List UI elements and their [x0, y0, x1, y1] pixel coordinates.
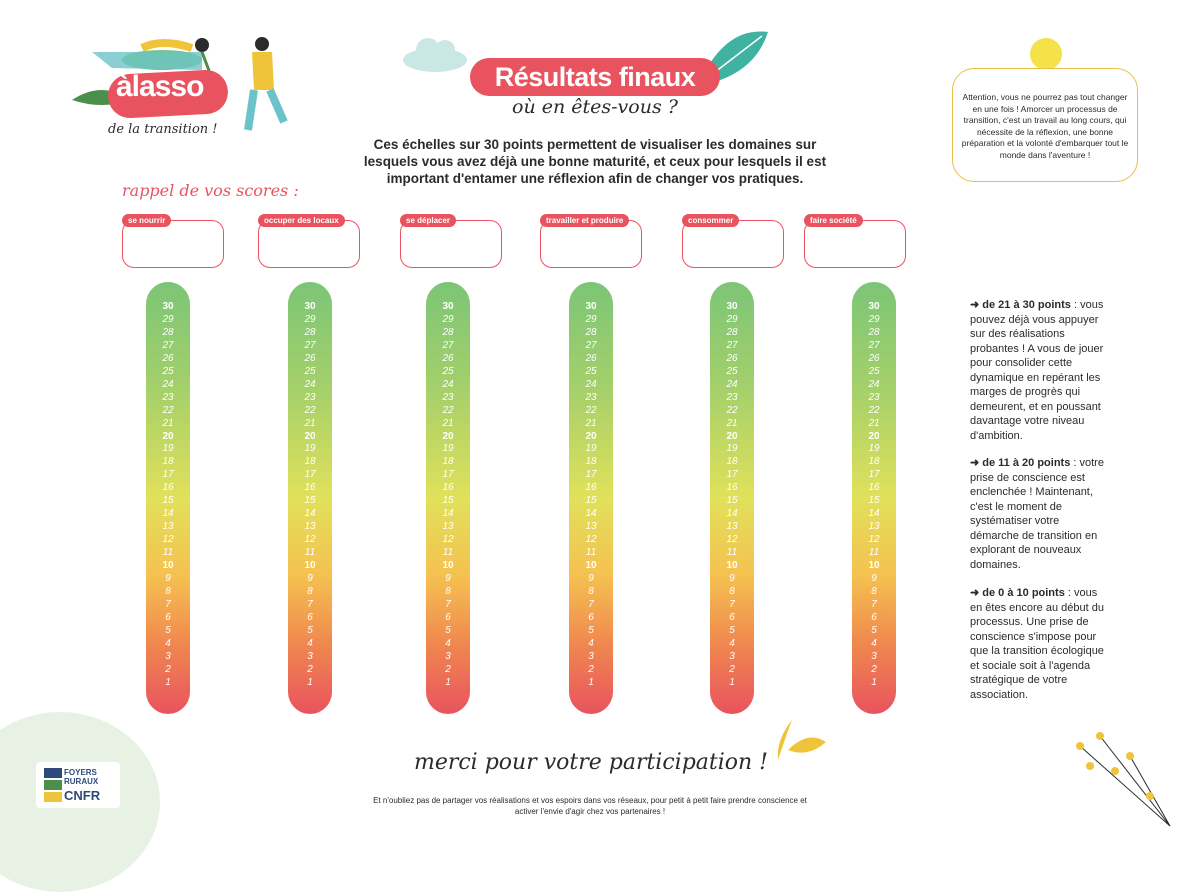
scale-number: 10	[304, 560, 316, 571]
scale-number: 23	[304, 391, 316, 403]
scale-number: 26	[304, 352, 316, 364]
scale-number: 9	[307, 572, 313, 584]
scale-number: 8	[729, 585, 735, 597]
scale-number: 11	[442, 547, 454, 559]
scale-number: 22	[868, 404, 880, 416]
scale-number: 24	[162, 378, 174, 390]
scale-number: 7	[165, 598, 171, 610]
scale-number: 30	[585, 301, 597, 312]
scale-number: 15	[868, 495, 880, 507]
logo-tagline: de la transition !	[108, 122, 218, 137]
scale-number: 7	[445, 598, 451, 610]
scale-number: 21	[585, 417, 597, 429]
scale-number: 11	[304, 547, 316, 559]
scale-number: 17	[726, 469, 738, 481]
page-subtitle: où en êtes-vous ?	[512, 96, 678, 118]
category-label: faire société	[804, 214, 863, 227]
scale-number: 5	[588, 624, 594, 636]
scale-number: 13	[162, 521, 174, 533]
scale-number: 24	[868, 378, 880, 390]
intro-text: Ces échelles sur 30 points permettent de visualiser les domaines sur lesquels vous avez déjà une bonne maturité, et ceux pour lesquels il est important d'entamer une réflexion afin de changer vos pratiques.	[363, 137, 827, 186]
scale-number: 16	[162, 482, 174, 494]
scale-number: 4	[729, 637, 735, 649]
scale-number: 2	[729, 663, 735, 675]
cloud-icon	[400, 30, 470, 74]
scale-number: 14	[585, 508, 597, 520]
scale-number: 4	[445, 637, 451, 649]
scale-number: 8	[588, 585, 594, 597]
scale-number: 9	[165, 572, 171, 584]
scale-number: 16	[442, 482, 454, 494]
score-box[interactable]	[804, 220, 906, 268]
score-scale	[852, 282, 896, 714]
scores-reminder: rappel de vos scores :	[122, 181, 299, 200]
scale-number: 14	[442, 508, 454, 520]
scale-number: 23	[442, 391, 454, 403]
scale-number: 12	[304, 534, 316, 546]
scale-number: 3	[165, 650, 171, 662]
score-box[interactable]	[258, 220, 360, 268]
category-label: se nourrir	[122, 214, 171, 227]
category-label: se déplacer	[400, 214, 456, 227]
scale-number: 3	[729, 650, 735, 662]
scale-number: 11	[868, 547, 880, 559]
score-box[interactable]	[400, 220, 502, 268]
scale-number: 12	[868, 534, 880, 546]
scale-number: 27	[726, 339, 738, 351]
score-box[interactable]	[682, 220, 784, 268]
scale-number: 2	[445, 663, 451, 675]
scale-number: 21	[442, 417, 454, 429]
category-label: occuper des locaux	[258, 214, 345, 227]
scale-number: 12	[442, 534, 454, 546]
scale-number: 22	[585, 404, 597, 416]
scale-number: 23	[726, 391, 738, 403]
scale-number: 12	[585, 534, 597, 546]
scale-number: 12	[162, 534, 174, 546]
score-box[interactable]	[122, 220, 224, 268]
scale-number: 1	[445, 676, 451, 688]
attention-text: Attention, vous ne pourrez pas tout changer en une fois ! Amorcer un processus de transition, c'est un travail au long cours, qui nécessite de la réflexion, une bonne préparation et la volonté d'embarquer tout le monde dans l'aventure !	[961, 92, 1129, 160]
scale-number: 8	[307, 585, 313, 597]
page-title: Résultats finaux	[494, 62, 696, 92]
scale-number: 30	[868, 301, 880, 312]
legend-mid-text: : votre prise de conscience est enclenchée ! Maintenant, c'est le moment de systématiser votre démarche de transition en explorant de nouveaux domaines.	[970, 457, 1104, 571]
scale-number: 19	[304, 443, 316, 455]
scale-number: 6	[588, 611, 594, 623]
footer-note: Et n'oubliez pas de partager vos réalisations et vos espoirs dans vos réseaux, pour petit à petit faire prendre conscience et activer l'envie d'agir chez vos partenaires !	[373, 796, 807, 816]
scale-number: 1	[307, 676, 313, 688]
scale-number: 27	[162, 339, 174, 351]
scale-number: 1	[871, 676, 877, 688]
scale-number: 28	[585, 326, 597, 338]
legend-mid-range: ➜ de 11 à 20 points	[970, 457, 1071, 469]
scale-number: 20	[162, 430, 174, 442]
scale-number: 7	[307, 598, 313, 610]
scale-number: 15	[442, 495, 454, 507]
scale-number: 23	[868, 391, 880, 403]
scale-number: 18	[726, 456, 738, 468]
scale-number: 7	[729, 598, 735, 610]
scale-number: 22	[442, 404, 454, 416]
scale-number: 16	[868, 482, 880, 494]
scale-number: 6	[871, 611, 877, 623]
scale-number: 26	[868, 352, 880, 364]
partner-logo-icon	[44, 768, 62, 804]
scale-number: 29	[868, 313, 880, 325]
scale-number: 28	[304, 326, 316, 338]
scale-number: 23	[585, 391, 597, 403]
category-label: travailler et produire	[540, 214, 629, 227]
scale-number: 5	[445, 624, 451, 636]
scale-number: 25	[162, 365, 174, 377]
scale-number: 27	[585, 339, 597, 351]
logo: àlasso	[116, 70, 204, 103]
scale-number: 5	[165, 624, 171, 636]
scale-number: 4	[307, 637, 313, 649]
category-label: consommer	[682, 214, 739, 227]
scale-number: 13	[585, 521, 597, 533]
scale-number: 8	[445, 585, 451, 597]
legend-high-range: ➜ de 21 à 30 points	[970, 299, 1071, 311]
scale-number: 14	[304, 508, 316, 520]
scale-number: 27	[442, 339, 454, 351]
scale-number: 29	[442, 313, 454, 325]
scale-number: 7	[588, 598, 594, 610]
scale-number: 26	[162, 352, 174, 364]
scale-number: 27	[868, 339, 880, 351]
legend-mid	[970, 456, 1110, 572]
scale-number: 2	[307, 663, 313, 675]
scale-number: 20	[442, 430, 454, 442]
scale-number: 23	[162, 391, 174, 403]
scale-number: 29	[162, 313, 174, 325]
scale-number: 16	[585, 482, 597, 494]
score-scale	[710, 282, 754, 714]
scale-number: 20	[585, 430, 597, 442]
scale-number: 25	[868, 365, 880, 377]
scale-number: 10	[442, 560, 454, 571]
scale-number: 16	[304, 482, 316, 494]
scale-number: 15	[162, 495, 174, 507]
scale-number: 12	[726, 534, 738, 546]
legend-low-text: : vous en êtes encore au début du processus. Une prise de conscience s'impose pour que la transition écologique et sociale soit à l'agenda stratégique de votre association.	[970, 587, 1104, 701]
scale-number: 25	[585, 365, 597, 377]
legend-low-range: ➜ de 0 à 10 points	[970, 587, 1065, 599]
scale-number: 18	[868, 456, 880, 468]
scale-number: 5	[307, 624, 313, 636]
scale-number: 28	[868, 326, 880, 338]
scale-number: 29	[726, 313, 738, 325]
scale-number: 30	[726, 301, 738, 312]
score-scale	[146, 282, 190, 714]
scale-number: 8	[871, 585, 877, 597]
scale-number: 14	[868, 508, 880, 520]
scale-number: 20	[304, 430, 316, 442]
scale-number: 9	[445, 572, 451, 584]
score-scale	[569, 282, 613, 714]
scale-number: 30	[162, 301, 174, 312]
scale-number: 30	[442, 301, 454, 312]
scale-number: 11	[162, 547, 174, 559]
scale-number: 24	[442, 378, 454, 390]
score-scale	[426, 282, 470, 714]
scale-number: 29	[585, 313, 597, 325]
scale-number: 15	[304, 495, 316, 507]
scale-number: 4	[165, 637, 171, 649]
scale-number: 19	[162, 443, 174, 455]
scale-number: 27	[304, 339, 316, 351]
scale-number: 11	[726, 547, 738, 559]
scale-number: 5	[871, 624, 877, 636]
scale-number: 10	[868, 560, 880, 571]
scale-number: 28	[162, 326, 174, 338]
scale-number: 24	[585, 378, 597, 390]
partner-cnfr: CNFR	[64, 788, 101, 803]
scale-number: 18	[585, 456, 597, 468]
scale-number: 16	[726, 482, 738, 494]
scale-number: 25	[304, 365, 316, 377]
scale-number: 22	[726, 404, 738, 416]
scale-number: 9	[871, 572, 877, 584]
scale-number: 19	[442, 443, 454, 455]
partner-name: FOYERS RURAUX	[64, 768, 99, 786]
scale-number: 3	[588, 650, 594, 662]
scale-number: 9	[729, 572, 735, 584]
scale-number: 17	[442, 469, 454, 481]
scale-number: 26	[726, 352, 738, 364]
scale-number: 21	[162, 417, 174, 429]
scale-number: 4	[588, 637, 594, 649]
scale-number: 10	[162, 560, 174, 571]
scale-number: 22	[304, 404, 316, 416]
scale-number: 17	[585, 469, 597, 481]
scale-number: 2	[871, 663, 877, 675]
scale-number: 6	[165, 611, 171, 623]
scale-number: 18	[442, 456, 454, 468]
scale-number: 14	[726, 508, 738, 520]
scale-number: 29	[304, 313, 316, 325]
scale-number: 17	[868, 469, 880, 481]
scale-number: 28	[726, 326, 738, 338]
thank-you-text: merci pour votre participation !	[413, 750, 769, 775]
scale-number: 28	[442, 326, 454, 338]
scale-number: 15	[585, 495, 597, 507]
scale-number: 6	[445, 611, 451, 623]
scale-number: 25	[726, 365, 738, 377]
scale-number: 10	[585, 560, 597, 571]
scale-number: 6	[729, 611, 735, 623]
scale-number: 21	[726, 417, 738, 429]
scale-number: 17	[304, 469, 316, 481]
scale-number: 13	[304, 521, 316, 533]
scale-number: 14	[162, 508, 174, 520]
scale-number: 17	[162, 469, 174, 481]
scale-number: 1	[165, 676, 171, 688]
scale-number: 1	[729, 676, 735, 688]
legend-low	[970, 586, 1110, 702]
score-box[interactable]	[540, 220, 642, 268]
legend-high-text: : vous pouvez déjà vous appuyer sur des réalisations probantes ! A vous de jouer pour consolider cette dynamique en repérant les marges de progrès qui demeurent, et en poussant davantage votre niveau d'ambition.	[970, 299, 1104, 442]
scale-number: 19	[726, 443, 738, 455]
scale-number: 20	[868, 430, 880, 442]
scale-number: 7	[871, 598, 877, 610]
scale-number: 13	[726, 521, 738, 533]
legend-high	[970, 298, 1110, 443]
scale-number: 13	[442, 521, 454, 533]
scale-number: 24	[726, 378, 738, 390]
scale-number: 18	[162, 456, 174, 468]
scale-number: 26	[442, 352, 454, 364]
scale-number: 2	[588, 663, 594, 675]
score-scale	[288, 282, 332, 714]
scale-number: 22	[162, 404, 174, 416]
scale-number: 20	[726, 430, 738, 442]
scale-number: 21	[868, 417, 880, 429]
scale-number: 8	[165, 585, 171, 597]
scale-number: 3	[307, 650, 313, 662]
scale-number: 5	[729, 624, 735, 636]
scale-number: 19	[585, 443, 597, 455]
scale-number: 15	[726, 495, 738, 507]
scale-number: 3	[871, 650, 877, 662]
scale-number: 9	[588, 572, 594, 584]
scale-number: 26	[585, 352, 597, 364]
scale-number: 1	[588, 676, 594, 688]
scale-number: 24	[304, 378, 316, 390]
scale-number: 11	[585, 547, 597, 559]
scale-number: 3	[445, 650, 451, 662]
flower-icon	[1060, 726, 1180, 836]
scale-number: 6	[307, 611, 313, 623]
scale-number: 10	[726, 560, 738, 571]
scale-number: 30	[304, 301, 316, 312]
scale-number: 18	[304, 456, 316, 468]
scale-number: 13	[868, 521, 880, 533]
scale-number: 19	[868, 443, 880, 455]
scale-number: 25	[442, 365, 454, 377]
scale-number: 2	[165, 663, 171, 675]
scale-number: 4	[871, 637, 877, 649]
scale-number: 21	[304, 417, 316, 429]
